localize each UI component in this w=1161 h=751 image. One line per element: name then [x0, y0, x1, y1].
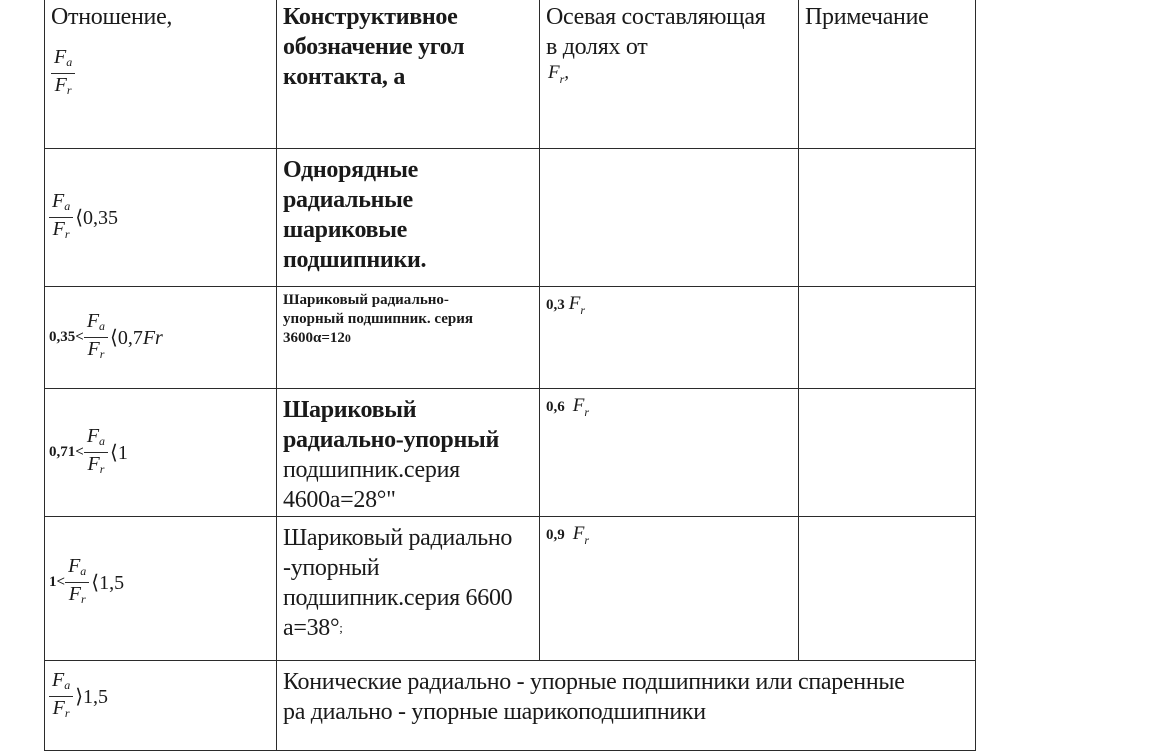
ratio-bound: ⟨0,35 — [75, 207, 119, 229]
note-cell — [799, 389, 976, 517]
axial-coefficient: 0,9 — [546, 527, 565, 543]
design-series: 3600α=12 — [283, 330, 345, 346]
design-merged-text: Конические радиально - упорные подшипники или спаренные ра диально - упорные шарикоподшипники — [283, 669, 905, 725]
design-text: подшипник.серия 4600а=28°" — [283, 457, 460, 513]
design-cell: Шариковый радиально-упорный подшипник. серия $3600\alpha=12^0$ — [277, 287, 540, 389]
axial-coefficient: 0,6 — [546, 399, 565, 415]
table-row — [45, 661, 976, 751]
note-cell — [799, 287, 976, 389]
ratio-lower-bound: 1< — [49, 573, 66, 590]
ratio-cell: $\frac{F_a}{F_r}$ ⟨0,35 — [45, 149, 277, 287]
ratio-lower-bound: 0,71< — [49, 444, 84, 460]
table-row — [45, 389, 976, 517]
ratio-cell: 0,71< $\frac{F_a}{F_r}$ ⟨1 — [45, 389, 277, 517]
header-ratio-label: Отношение, — [51, 4, 173, 30]
design-text: Шариковый радиально-упорный подшипник. серия — [283, 292, 474, 327]
header-axial-unit: $F_r$, — [548, 62, 570, 86]
header-axial-cell — [540, 0, 799, 149]
table-row — [45, 287, 976, 389]
header-note-label: Примечание — [805, 4, 929, 30]
ratio-cell: 1< $\frac{F_a}{F_r}$ ⟨1,5 — [45, 517, 277, 661]
note-cell — [799, 517, 976, 661]
header-design-label: Конструктивное обозначение угол контакта, а — [283, 4, 465, 90]
axial-cell: 0,6 $F_r$ — [540, 389, 799, 517]
design-cell: Шариковый радиально -упорный подшипник.серия 6600 а=38°; — [277, 517, 540, 661]
bearing-selection-table — [44, 0, 976, 751]
header-ratio-cell — [45, 0, 277, 149]
design-merged-cell — [277, 661, 976, 751]
table-row — [45, 517, 976, 661]
table-header-row — [45, 0, 976, 149]
header-note-cell — [799, 0, 976, 149]
design-text-bold: Шариковый радиально-упорный — [283, 397, 499, 453]
design-cell — [277, 389, 540, 517]
ratio-lower-bound: 0,35< — [49, 329, 84, 345]
table-row — [45, 149, 976, 287]
header-design-cell — [277, 0, 540, 149]
header-ratio-fraction: $\frac{F_a}{F_r}$ — [51, 46, 276, 101]
design-text: Шариковый радиально -упорный подшипник.серия 6600 а=38° — [283, 525, 513, 641]
ratio-cell: $\frac{F_a}{F_r}$ ⟩1,5 — [45, 661, 277, 751]
design-text: Однорядные радиальные шариковые подшипники. — [283, 157, 427, 273]
axial-cell: 0,3 $F_r$ — [540, 287, 799, 389]
note-cell — [799, 149, 976, 287]
ratio-cell: 0,35< $\frac{F_a}{F_r}$ ⟨0,7Fr — [45, 287, 277, 389]
axial-coefficient: 0,3 — [546, 297, 565, 313]
header-axial-label: Осевая составляющая в долях от — [546, 4, 766, 60]
axial-cell — [540, 149, 799, 287]
design-cell — [277, 149, 540, 287]
axial-cell: 0,9 $F_r$ — [540, 517, 799, 661]
